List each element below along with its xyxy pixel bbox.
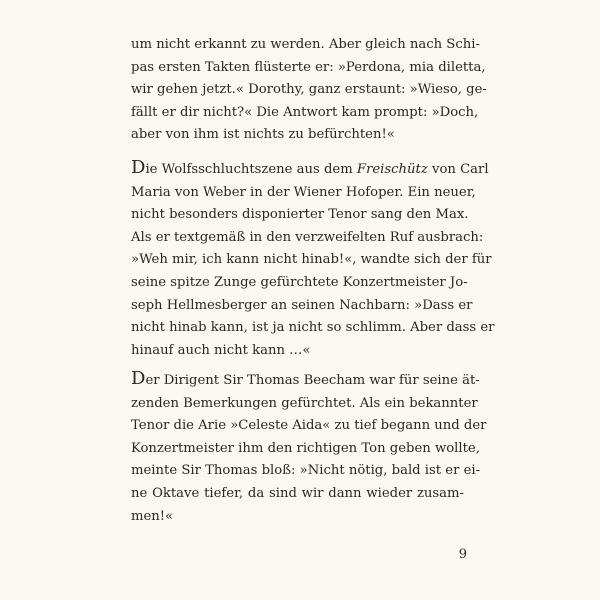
text-line: nicht hinab kann, ist ja nicht so schlimm. Aber dass er bbox=[131, 320, 495, 336]
text-line: Als er textgemäß in den verzweifelten Ruf ausbrach: bbox=[131, 229, 484, 245]
dropcap: D bbox=[131, 157, 146, 178]
text-line: fällt er dir nicht?« Die Antwort kam prompt: »Doch, bbox=[131, 104, 479, 120]
text-line: »Weh mir, ich kann nicht hinab!«, wandte sich der für bbox=[131, 252, 492, 268]
text-line: meinte Sir Thomas bloß: »Nicht nötig, bald ist er ei- bbox=[131, 463, 481, 479]
dropcap: D bbox=[131, 368, 146, 389]
text-line: seph Hellmesberger an seinen Nachbarn: »Dass er bbox=[131, 297, 473, 313]
text-line: Konzertmeister ihm den richtigen Ton geben wollte, bbox=[131, 440, 480, 456]
page-number: 9 bbox=[458, 547, 467, 562]
text-line: zenden Bemerkungen gefürchtet. Als ein bekannter bbox=[131, 395, 478, 411]
text-line: pas ersten Takten flüsterte er: »Perdona, mia diletta, bbox=[131, 59, 486, 75]
text-line: Tenor die Arie »Celeste Aida« zu tief begann und der bbox=[131, 418, 487, 434]
text-line-content: ie Wolfsschluchtszene aus dem Freischütz von Carl bbox=[145, 162, 489, 177]
text-line: men!« bbox=[131, 508, 174, 524]
text-line bbox=[131, 368, 480, 393]
text-line bbox=[131, 157, 489, 182]
text-line: aber von ihm ist nichts zu befürchten!« bbox=[131, 127, 395, 143]
text-line: ne Oktave tiefer, da sind wir dann wieder zusam- bbox=[131, 485, 464, 501]
paragraph-1 bbox=[131, 34, 487, 147]
text-line: Maria von Weber in der Wiener Hofoper. Ein neuer, bbox=[131, 184, 476, 200]
paragraph-3 bbox=[131, 368, 487, 528]
text-line: um nicht erkannt zu werden. Aber gleich nach Schi- bbox=[131, 37, 480, 52]
text-line: hinauf auch nicht kann …« bbox=[131, 342, 311, 358]
text-line: nicht besonders disponierter Tenor sang den Max. bbox=[131, 207, 469, 223]
text-line-content: er Dirigent Sir Thomas Beecham war für seine ät- bbox=[145, 373, 480, 388]
paragraph-2 bbox=[131, 157, 495, 362]
text-line: wir gehen jetzt.« Dorothy, ganz erstaunt: »Wieso, ge- bbox=[131, 82, 487, 98]
text-line: seine spitze Zunge gefürchtete Konzertmeister Jo- bbox=[131, 274, 468, 290]
